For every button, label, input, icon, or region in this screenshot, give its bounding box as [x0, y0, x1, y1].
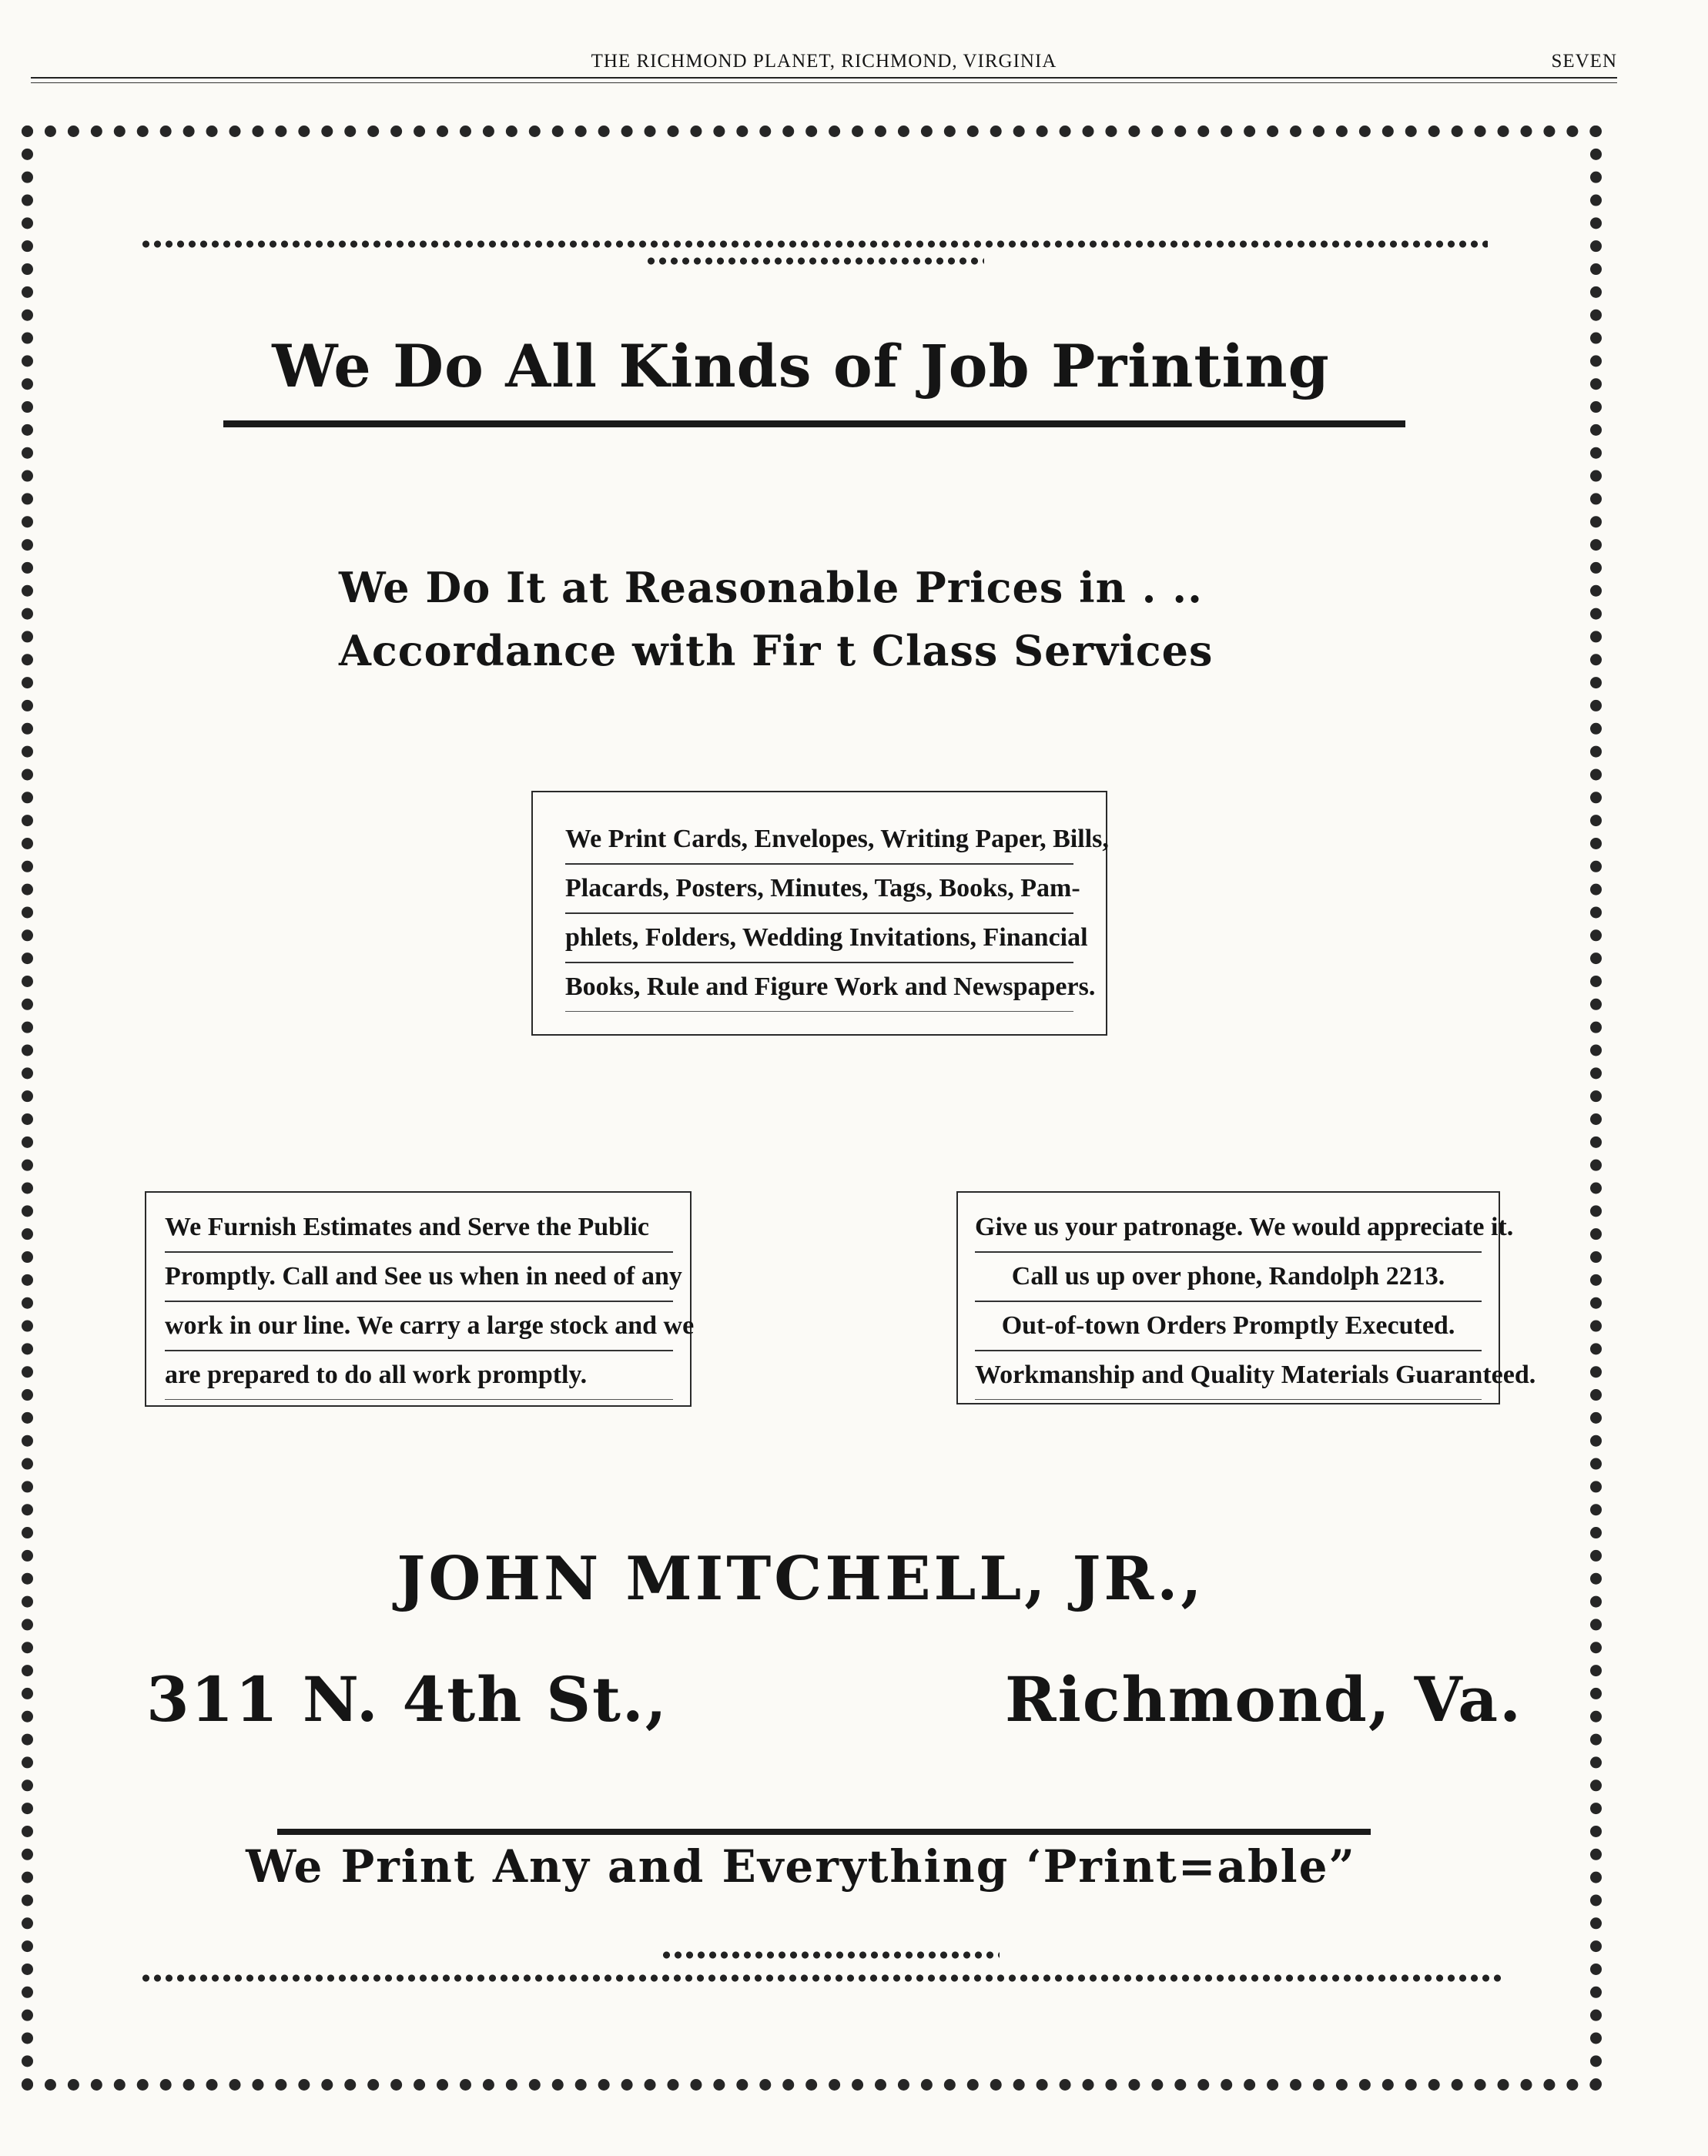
bottom-ornament-band [140, 1973, 1503, 1984]
patronage-line: Workmanship and Quality Materials Guaranteed. [975, 1351, 1482, 1400]
top-ornament-band [140, 239, 1488, 249]
patronage-line: Call us up over phone, Randolph 2213. [975, 1253, 1482, 1302]
slogan-rule [277, 1829, 1371, 1835]
patronage-line: Out-of-town Orders Promptly Executed. [975, 1302, 1482, 1351]
newspaper-title: THE RICHMOND PLANET, RICHMOND, VIRGINIA [591, 51, 1057, 72]
services-line: Placards, Posters, Minutes, Tags, Books, Pam- [565, 865, 1073, 914]
street-address: 311 N. 4th St., [146, 1663, 668, 1736]
subheading [339, 556, 1417, 682]
top-ornament-short-band [645, 256, 984, 266]
services-line: phlets, Folders, Wedding Invitations, Financial [565, 914, 1073, 963]
page-number: SEVEN [1551, 51, 1617, 72]
running-head [31, 45, 1617, 83]
estimates-line: work in our line. We carry a large stock and we [165, 1302, 673, 1351]
subheading-line-2: Accordance with Fir t Class Services [339, 626, 1214, 675]
bottom-ornament-short-band [661, 1950, 1000, 1960]
headline-rule [223, 420, 1405, 427]
patronage-line: Give us your patronage. We would appreciate it. [975, 1204, 1482, 1253]
subheading-line-1: We Do It at Reasonable Prices in . .. [339, 563, 1203, 612]
proprietor-name: JOHN MITCHELL, JR., [397, 1544, 1205, 1614]
estimates-line: are prepared to do all work promptly. [165, 1351, 673, 1400]
header-rule [31, 77, 1617, 83]
estimates-line: Promptly. Call and See us when in need of any [165, 1253, 673, 1302]
city: Richmond, Va. [1005, 1663, 1522, 1736]
estimates-box [145, 1191, 695, 1407]
services-box [531, 791, 1107, 1036]
estimates-line: We Furnish Estimates and Serve the Public [165, 1204, 673, 1253]
patronage-box [956, 1191, 1536, 1404]
headline: We Do All Kinds of Job Printing [272, 332, 1330, 400]
services-line: Books, Rule and Figure Work and Newspapers. [565, 963, 1073, 1012]
slogan: We Print Any and Everything ‘Print=able” [246, 1840, 1356, 1893]
services-line: We Print Cards, Envelopes, Writing Paper, Bills, [565, 815, 1073, 865]
